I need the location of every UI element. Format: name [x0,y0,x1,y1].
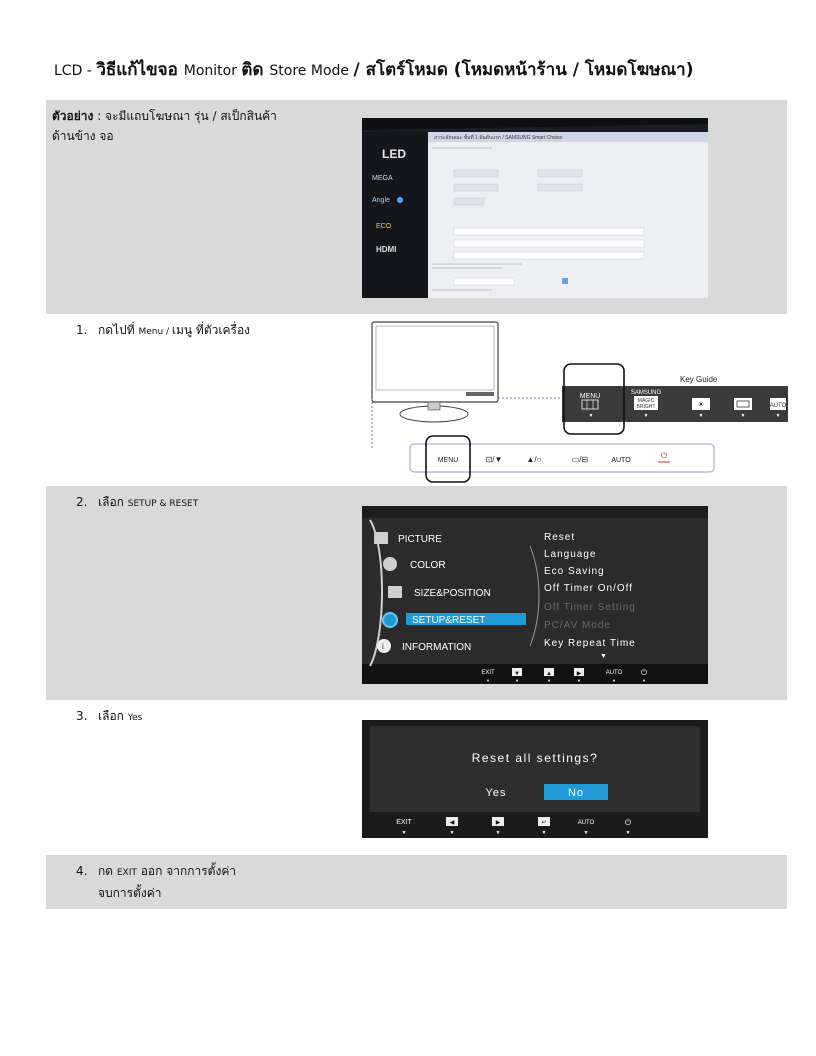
svg-text:▼: ▼ [583,830,589,836]
step-1-text-a: กดไปที่ [98,323,139,337]
step-4-line-2: จบการตั้งค่า [98,886,162,900]
osd-item-picture: PICTURE [398,534,442,545]
osd-key-up: ▲ [546,671,552,677]
title-slash: / [353,60,366,80]
osd-item-setup-reset: SETUP&RESET [412,615,486,626]
osd-eco-saving: Eco Saving [544,566,605,577]
step-4-text [76,861,236,903]
panel-auto-label: AUTO [769,403,787,409]
step-3-small: Yes [127,713,143,723]
svg-text:▼: ▼ [588,413,594,419]
step-4-text-a: กด [98,864,117,878]
step-4-small: EXIT [116,868,137,878]
svg-text:▼: ▼ [449,830,455,836]
bezel-up: ▲/○ [526,455,542,464]
badge-eco: ECO [376,223,392,230]
reset-key-power: ⏻ [624,818,632,827]
title-thai-3: สโตร์โหมด (โหมดหน้าร้าน / โหมดโฆษณา) [365,60,694,80]
step-2-row [46,486,787,700]
svg-text:▼: ▼ [486,678,490,683]
osd-key-down: ▼ [514,671,520,677]
reset-no[interactable]: No [567,787,585,799]
reset-key-auto: AUTO [577,820,595,826]
title-store-mode: Store Mode [269,63,354,79]
step-2-text-a: เลือก [98,495,128,509]
example-label: ตัวอย่าง [52,109,94,123]
bezel-size: ▭/⊟ [571,455,589,464]
bezel-power: ⏻ [660,451,668,460]
osd-item-information: INFORMATION [402,642,472,653]
svg-text:i: i [382,642,384,651]
bezel-menu: MENU [437,457,459,464]
panel-menu-label: MENU [579,393,601,400]
panel-samsung-3: BRIGHT [636,404,656,410]
osd-pc-av-mode: PC/AV Mode [544,620,612,631]
svg-text:▼: ▼ [698,413,704,419]
title-lcd: LCD - [54,63,97,79]
osd-reset: Reset [544,532,576,543]
step-1-text [76,320,250,342]
osd-menu-screenshot [362,506,708,684]
svg-text:▼: ▼ [740,413,746,419]
title-thai-1: วิธีแก้ไขจอ [96,60,184,80]
svg-text:▼: ▼ [495,830,501,836]
step-4-number: 4. [76,864,88,878]
svg-text:▼: ▼ [775,413,781,419]
step-1-number: 1. [76,323,88,337]
svg-text:▼: ▼ [643,413,649,419]
osd-item-size-position: SIZE&POSITION [414,588,491,599]
svg-text:▼: ▼ [625,830,631,836]
svg-text:▼: ▼ [612,678,616,683]
svg-text:▼: ▼ [600,653,607,660]
monitor-button-diagram [362,316,792,486]
panel-samsung-1: SAMSUNG [630,390,662,396]
step-3-row [46,700,787,855]
reset-key-left: ◀ [449,820,455,826]
reset-question: Reset all settings? [471,751,599,765]
osd-key-auto: AUTO [605,670,623,676]
example-text [52,106,277,146]
example-row [46,100,787,314]
step-2-text [76,492,198,514]
step-1-text-b: เมนู ที่ตัวเครื่อง [171,323,251,337]
osd-key-repeat: Key Repeat Time [544,638,636,649]
osd-off-timer: Off Timer On/Off [544,583,633,594]
page-title [54,56,774,83]
svg-text:▼: ▼ [577,678,581,683]
reset-yes[interactable]: Yes [485,787,507,799]
osd-key-enter: ▶ [576,671,582,677]
step-2-number: 2. [76,495,88,509]
osd-item-color: COLOR [410,560,446,571]
step-2-small: SETUP & RESET [127,499,199,509]
svg-text:▼: ▼ [547,678,551,683]
step-3-text [76,706,142,728]
step-1-small: Menu / [138,327,172,337]
osd-key-exit: EXIT [481,670,495,676]
panel-brightness-icon: ☀ [697,400,705,409]
badge-mega: MEGA [372,175,393,182]
screen-header: ภาระลักษณะ ชั้นที่ 1 อันดับแรก / SAMSUNG Smart Choice [434,135,563,141]
bezel-auto: AUTO [611,457,631,464]
title-monitor: Monitor [183,63,242,79]
svg-text:▼: ▼ [642,678,646,683]
example-text-2: ด้านข้าง จอ [52,129,114,143]
step-3-number: 3. [76,709,88,723]
reset-key-exit: EXIT [396,819,412,826]
bezel-source: ⊡/▼ [485,455,503,464]
step-4-row [46,855,787,909]
reset-dialog-screenshot [362,720,708,838]
step-1-row [46,314,787,486]
panel-samsung-2: MAGIC [637,398,655,404]
step-4-text-b: ออก จากการตั้งค่า [136,864,237,878]
osd-key-power: ⏻ [640,668,648,677]
badge-angle: Angle [372,197,390,204]
reset-key-right: ▶ [495,820,501,826]
title-thai-2: ติด [241,60,270,80]
osd-language: Language [544,549,597,560]
store-mode-screen-photo [362,118,708,298]
svg-text:▼: ▼ [541,830,547,836]
step-3-text-a: เลือก [98,709,128,723]
reset-key-enter: ↵ [541,820,547,826]
badge-hdmi: HDMI [376,245,397,254]
example-text-1: : จะมีแถบโฆษณา รุ่น / สเป็กสินค้า [93,109,277,123]
key-guide-panel [562,386,788,422]
osd-off-timer-setting: Off Timer Setting [544,602,636,613]
svg-text:▼: ▼ [401,830,407,836]
key-guide-label: Key Guide [680,375,718,384]
svg-text:▼: ▼ [515,678,519,683]
screen-logo: LED [382,147,406,161]
